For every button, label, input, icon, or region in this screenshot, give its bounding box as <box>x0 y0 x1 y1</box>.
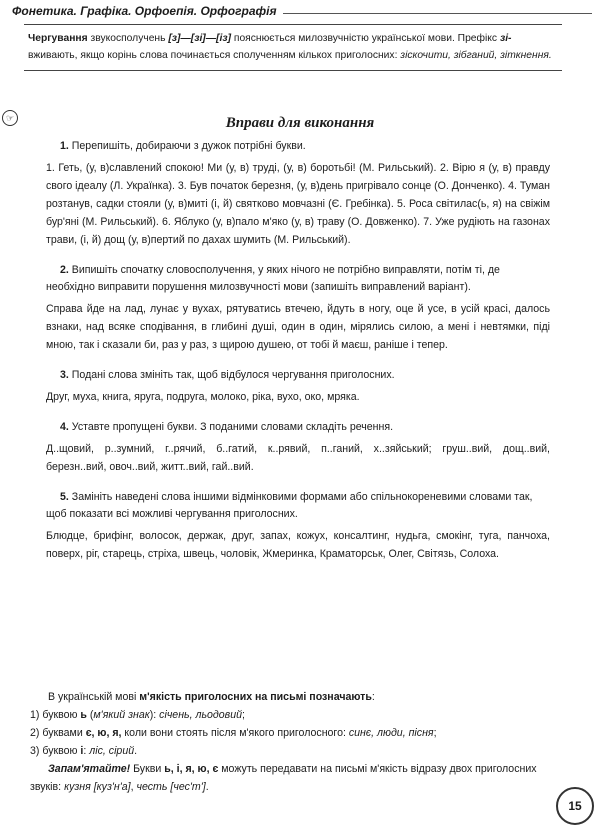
exercise-5 <box>46 489 550 563</box>
rule-term: Чергування <box>28 33 88 44</box>
exercise-3 <box>46 367 550 406</box>
exercise-text: 1. Геть, (у, в)славлений спокою! Ми (у, в) труді, (у, в) боротьбі! (М. Рильський). 2. Вірю я (у, в) правду свого ідеалу (Л. Українка). 3. Був початок березня, (у, в)день пригрівало сонце (О. Донченко). 4. Туман розтанув, садки стояли (у, в)миті (і, й) святково мовчазні (Є. Гребінка). 5. Роса світилас(ь, я) на свіжім бур'яні (М. Рильський). 6. Яблуко (у, в)пало м'яко (у, в) траву (О. Довженко). 7. Уже рудіють на газонах трави, (і, й) дощ (у, в)пертий по дахах шумить (М. Рильський). <box>46 162 550 246</box>
rule-examples: зіскочити, зібганий, зіткнення. <box>400 50 552 61</box>
softness-note <box>30 688 552 796</box>
exercise-title <box>46 419 550 436</box>
note-lead: В українській мові м'якість приголосних на письмі позначають: <box>48 691 375 703</box>
exercise-title <box>46 138 550 155</box>
exercise-number: 3. <box>60 369 69 381</box>
exercise-title-text: Випишіть спочатку словосполучення, у яких нічого не потрібно виправляти, потім ті, де необхідно виправити порушення милозвучності мови (запишіть виправлений варіант). <box>46 264 500 293</box>
remember-label: Запам'ятайте! <box>48 763 131 775</box>
exercise-title-text: Замініть наведені слова іншими відмінковими формами або спільнокореневими словами так, щоб показати всі можливі чергування приголосних. <box>46 491 533 520</box>
note-item: 2) буквами є, ю, я, коли вони стоять після м'якого приголосного: синє, люди, пісня; <box>30 727 437 739</box>
exercise-4 <box>46 419 550 476</box>
hand-pointer-icon: ☞ <box>2 110 18 126</box>
exercise-title <box>46 489 550 523</box>
rule-text-2: пояснюється милозвучністю української мови. Префікс <box>231 33 500 44</box>
exercise-title-text: Подані слова змініть так, щоб відбулося чергування приголосних. <box>71 369 395 381</box>
exercise-text: Блюдце, брифінг, волосок, держак, друг, запах, кожух, консалтинг, нудьга, смокінг, туга, панчоха, поверх, ріг, старець, стріха, швець, чоловік, Жмеринка, Краматорськ, Олег, Світязь, Солоха. <box>46 530 550 560</box>
note-item: 3) буквою і: ліс, сірий. <box>30 745 138 757</box>
rule-text-3: вживають, якщо корінь слова починається сполученням кількох приголосних: <box>28 50 401 61</box>
rule-box <box>24 24 562 71</box>
note-item: 1) буквою ь (м'який знак): січень, льодовий; <box>30 709 245 721</box>
exercise-text: Друг, муха, книга, яруга, подруга, молоко, ріка, вухо, око, мряка. <box>46 391 360 403</box>
exercise-text: Д..щовий, р..зумний, г..рячий, б..гатий, к..рявий, п..ганий, х..зяйський; груш..вий, дощ..вий, березн..вий, овоч..вий, житт..вий, гай..вий. <box>46 443 550 473</box>
exercise-number: 4. <box>60 421 69 433</box>
running-header <box>12 4 592 18</box>
header-title: Фонетика. Графіка. Орфоепія. Орфографія <box>12 4 277 18</box>
exercise-2 <box>46 262 550 354</box>
exercise-number: 2. <box>60 264 69 276</box>
exercise-1 <box>46 138 550 249</box>
rule-sequence: [з]—[зі]—[із] <box>168 33 232 44</box>
note-remember: Запам'ятайте! Букви ь, і, я, ю, є можуть передавати на письмі м'якість відразу двох приголосних звуків: кузня [куз'н'а], честь [чес'т']. <box>30 763 537 793</box>
section-title: Вправи для виконання <box>225 115 375 131</box>
exercise-title <box>46 367 550 384</box>
exercise-title <box>46 262 550 296</box>
header-rule <box>283 13 592 14</box>
exercise-text: Справа йде на лад, лунає у вухах, рятуватись втечею, йдуть в ногу, оце й усе, в усій красі, далось взнаки, над всяке сподівання, в глибині душі, один в один, мірялись силою, а мені і невтямки, піді мною, так і сказали би, раз у раз, з щирою душею, от тобі й маєш, раніше і тепер. <box>46 303 550 351</box>
exercise-title-text: Перепишіть, добираючи з дужок потрібні букви. <box>71 140 306 152</box>
rule-prefix: зі- <box>499 33 512 44</box>
exercise-title-text: Уставте пропущені букви. З поданими словами складіть речення. <box>71 421 394 433</box>
exercise-number: 5. <box>60 491 69 503</box>
rule-text-1: звукосполучень <box>87 33 169 44</box>
exercises <box>46 138 550 563</box>
exercise-number: 1. <box>60 140 69 152</box>
page-number: 15 <box>556 787 594 825</box>
